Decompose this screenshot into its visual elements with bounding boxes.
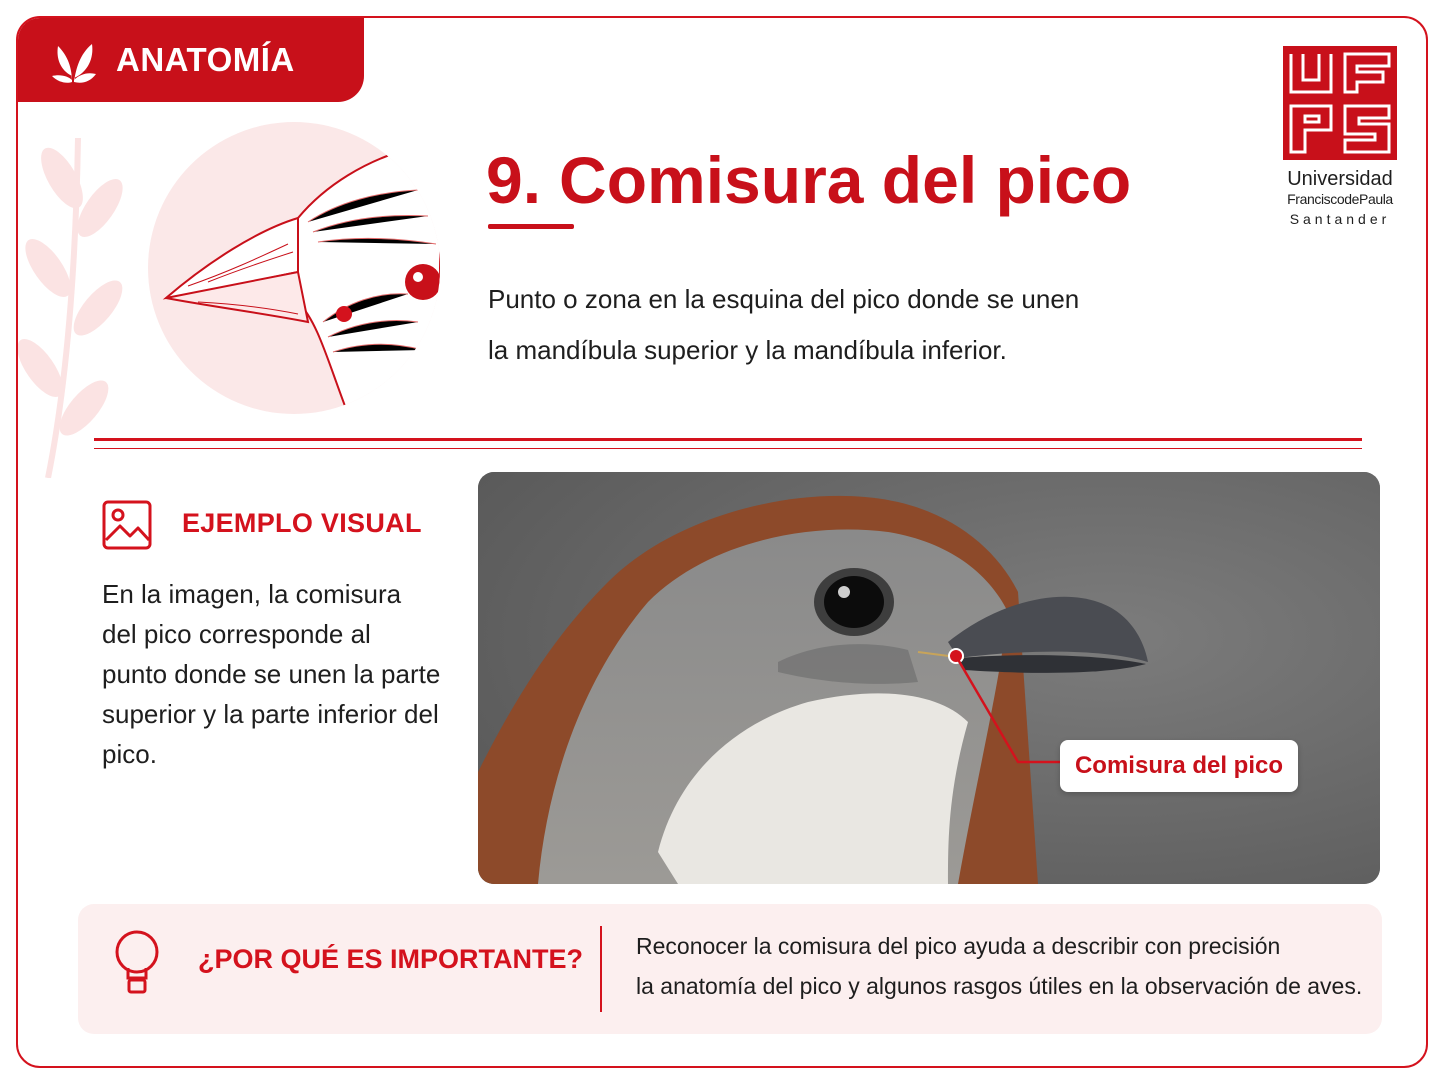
title-underline: [488, 224, 574, 229]
bird-photo: [478, 472, 1380, 884]
section-divider: [94, 438, 1362, 441]
section-tab: [18, 18, 364, 102]
image-icon: [102, 500, 152, 550]
page-title: [486, 142, 1131, 218]
beak-illustration: [148, 122, 440, 414]
ufps-logo: [1280, 46, 1400, 227]
importance-line-1: Reconocer la comisura del pico ayuda a describir con precisión: [636, 933, 1281, 959]
logo-university: Universidad: [1287, 168, 1393, 190]
infographic-card: [16, 16, 1428, 1068]
decorative-leaves: [18, 138, 158, 478]
definition-line-1: Punto o zona en la esquina del pico donde se unen: [488, 284, 1080, 314]
section-label: ANATOMÍA: [116, 41, 295, 78]
importance-text: [636, 926, 1366, 1006]
definition-line-2: la mandíbula superior y la mandíbula inferior.: [488, 335, 1007, 365]
importance-separator: [600, 926, 602, 1012]
callout-label: Comisura del pico: [1060, 740, 1298, 792]
title-text: Comisura del pico: [559, 143, 1132, 217]
example-text: En la imagen, la comisura del pico corresponde al punto donde se unen la parte superior y la parte inferior del pico.: [102, 579, 441, 769]
definition-text: [488, 274, 1168, 376]
importance-box: [78, 904, 1382, 1034]
leaf-icon: [46, 32, 102, 88]
logo-santander: Santander: [1289, 211, 1391, 227]
logo-francisco: FranciscodePaula: [1287, 191, 1393, 207]
section-divider-thin: [94, 448, 1362, 449]
importance-line-2: la anatomía del pico y algunos rasgos útiles en la observación de aves.: [636, 973, 1363, 999]
example-heading: EJEMPLO VISUAL: [182, 508, 422, 538]
title-number: 9.: [486, 143, 542, 217]
lightbulb-icon: [112, 928, 162, 998]
importance-heading: ¿POR QUÉ ES IMPORTANTE?: [198, 944, 584, 974]
ufps-logo-mark: [1283, 46, 1397, 160]
